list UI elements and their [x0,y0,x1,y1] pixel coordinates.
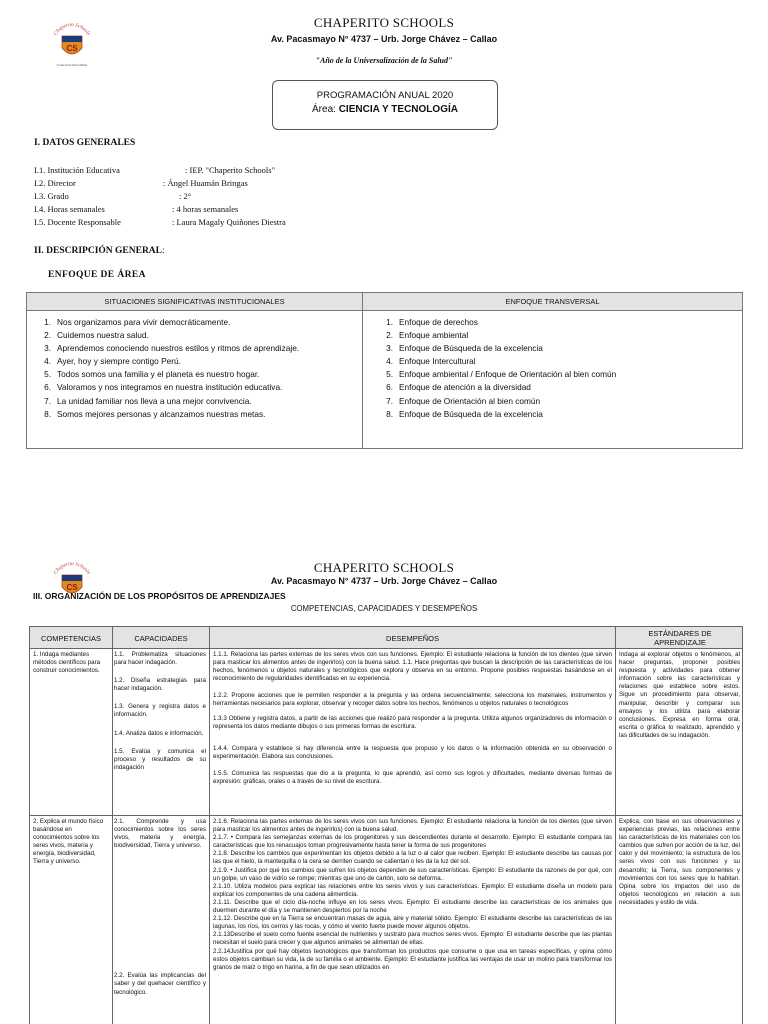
desempeno-item: 1.3.3 Obtiene y registra datos, a partir de las acciones que realizó para responder a la pregunta. Utiliza algunos organizadores de información o representa los datos mediante dibujos o sus primeras formas de escritura. [213,714,612,730]
row1-estandar: Indaga al explorar objetos o fenómenos, al hacer preguntas, proponer posibles respuesta y actividades para obtener información sobre las características y relaciones que establece sobre estos. Sigue un procedimiento para observar, manipular, describir y comparar sus ensayos y los utiliza para elaborar conclusiones. Expresa en forma oral, escrita o gráfica lo realizado, aprendido y las dificultades de su indagación. [619,651,740,739]
enfoque-item: 5. Enfoque ambiental / Enfoque de Orientación al bien común [386,369,617,380]
approach-table [26,292,743,449]
general-data-label: I.3. Grado [34,191,69,201]
area-label: Área: [312,104,336,115]
year-motto: "Año de la Universalización de la Salud" [315,56,453,65]
desempeno-item: 2.1.9. • Justifica por qué los cambios que sufren los objetos dependen de sus características. Ejemplo: El estudiante da razones de por qué, con un golpe, un vaso de vidrio se rompe; mientras que uno de cartón, solo se deforma.. [213,866,612,882]
desempeno-item: 2.1.11. Describe que el ciclo día-noche influye en los seres vivos. Ejemplo: El estudiante describe las características de los animales que duermen durante el día y se mantienen despiertos por la noche [213,898,612,915]
area-value: CIENCIA Y TECNOLOGÍA [338,104,458,115]
general-data-label: I.5. Docente Responsable [34,217,121,227]
desempeno-item: 1.4.4. Compara y establece si hay diferencia entre la respuesta que propuso y los datos o la información obtenida en su observación o experimentación. Elabora sus conclusiones. [213,744,612,760]
desempeno-item: 2.1.12. Describe que en la Tierra se encuentran masas de agua, aire y material sólido. Ejemplo: El estudiante describe las características de las lagunas, los ríos, los cerros y las rocas, y cómo el viento fuerte puede mover algunos objetos. [213,915,612,931]
capacidad-item: 1.2. Diseña estrategias para hacer indagación. [114,677,206,693]
header-enfoque: ENFOQUE TRANSVERSAL [363,293,742,311]
situacion-item: 3. Aprendemos conociendo nuestros estilos y ritmos de aprendizaje. [44,343,300,354]
section-2-subtitle: ENFOQUE DE ÁREA [48,270,146,280]
desempeno-item: 2.2.14Justifica por qué hay objetos tecnológicos que transforman los productos que consume o que usa en tareas específicas, y opina cómo estos objetos cambian su vida, la de su familia o el ambiente. Ejemplo: El estudiante justifica las ventajas de usar un molino para transformar los granos de maíz o trigo en harina, a fin de que sean utilizados en [213,947,612,971]
competencies-table [29,626,743,1024]
situacion-item: 7. La unidad familiar nos lleva a una mejor convivencia. [44,395,252,406]
capacidad-item: 2.1. Comprende y usa conocimientos sobre los seres vivos, materia y energía, biodiversidad, Tierra y universo. [114,818,206,850]
row1-competencia: 1. Indaga mediantes métodos científicos para construir conocimientos. [33,651,101,675]
area-line [273,104,497,115]
enfoque-item: 8. Enfoque de Búsqueda de la excelencia [386,408,543,419]
capacidad-item: 1.4. Analiza datos e información. [114,729,204,737]
situacion-item: 2. Cuidemos nuestra salud. [44,330,149,341]
section-1-title: I. DATOS GENERALES [34,138,136,148]
row2-estandar: Explica, con base en sus observaciones y experiencias previas, las relaciones entre las características de los materiales con los cambios que sufren por acción de la luz, del calor y del movimiento; la estructura de los seres vivos con sus funciones y su desarrollo; la Tierra, sus componentes y movimientos con los seres que lo habitan. Opina sobre los impactos del uso de objetos tecnológicos en relación a sus necesidades y estilo de vida. [619,818,740,906]
enfoque-item: 4. Enfoque Intercultural [386,356,476,367]
section-3-subtitle: COMPETENCIAS, CAPACIDADES Y DESEMPEÑOS [290,604,478,613]
enfoque-item: 6. Enfoque de atención a la diversidad [386,382,531,393]
enfoque-item: 1. Enfoque de derechos [386,317,478,327]
situacion-item: 1. Nos organizamos para vivir democráticamente. [44,317,231,327]
desempeno-item: 2.1.7. • Compara las semejanzas externas de los progenitores y sus descendientes durante el desarrollo. Ejemplo: El estudiante compara las características que los renacuajos toman progresivamente hasta tener la forma de sus progenitores [213,834,612,850]
row1-desempenos [213,651,612,786]
school-name: CHAPERITO SCHOOLS [313,15,455,30]
header-competencias: COMPETENCIAS [40,633,101,643]
header-situaciones: SITUACIONES SIGNIFICATIVAS INSTITUCIONALES [27,293,362,311]
situacion-item: 4. Ayer, hoy y siempre contigo Perú. [44,356,181,367]
program-title-box [272,80,498,130]
enfoque-item: 7. Enfoque de Orientación al bien común [386,395,541,406]
enfoque-item: 2. Enfoque ambiental [386,330,469,341]
logo-shield-text-2: CS [66,583,78,592]
general-data-value: : Laura Magaly Quiñones Diestra [172,217,286,227]
row2-competencia: 2. Explica el mundo físico basándose en conocimientos sobre los seres vivos, materia y energía, biodiversidad, Tierra y universo. [33,818,104,866]
header-capacidades: CAPACIDADES [134,633,188,643]
general-data-value: : IEP. "Chaperito Schools" [185,165,276,175]
situaciones-list [35,316,360,421]
section-3-title: III. ORGANIZACIÓN DE LOS PROPÓSITOS DE APRENDIZAJES [33,591,286,601]
section-2-title-colon: : [162,246,165,256]
capacidad-item: 2.2. Evalúa las implicancias del saber y del quehacer científico y tecnológico. [114,972,206,996]
desempeno-item: 1.1.1. Relaciona las partes externas de los seres vivos con sus funciones. Ejemplo: El estudiante relaciona la función de los dientes (que sirven para masticar los alimentos antes de ingerirlos) con la buena salud. 1.1. Hace preguntas que buscan la descripción de las características de los hechos, fenómenos u objetos naturales y tecnológicos que explora y observa en su entorno. Propone posibles respuestas basándose en el reconocimiento de regularidades identificadas en su experiencia. [213,651,612,683]
section-2-title-text: II. DESCRIPCIÓN GENERAL [34,246,163,256]
row2-desempenos [213,818,612,972]
logo-arc-text: Chaperito Schools [52,21,92,37]
capacidad-item: 1.3. Genera y registra datos e información. [114,703,206,719]
logo-sub-text: La base de un futuro brillante [56,64,88,67]
logo-shield-text: CS [66,44,78,53]
school-address-2: Av. Pacasmayo N° 4737 – Urb. Jorge Chávez – Callao [270,576,498,586]
enfoque-item: 3. Enfoque de Búsqueda de la excelencia [386,343,543,354]
desempeno-item: 1.2.2. Propone acciones que le permiten responder a la pregunta y las ordena secuencialmente; selecciona los materiales, instrumentos y herramientas necesarios para explorar, observar y recoger datos sobre los hechos, fenómenos u objetos naturales o tecnológicos [213,692,612,708]
general-data-label: I.2. Director [34,178,76,188]
program-title: PROGRAMACIÓN ANUAL 2020 [316,90,454,101]
row1-capacidades [114,651,206,772]
capacidad-item: 1.1. Problematiza situaciones para hacer indagación. [114,651,206,667]
enfoques-list [377,316,737,421]
school-address: Av. Pacasmayo N° 4737 – Urb. Jorge Chávez – Callao [270,34,498,44]
capacidad-item: 1.5. Evalúa y comunica el proceso y resultados de su indagación [114,747,206,771]
school-name-2: CHAPERITO SCHOOLS [313,560,455,575]
general-data-label: I.4. Horas semanales [34,204,105,214]
desempeno-item: 1.5.5. Comunica las respuestas que dio a la pregunta, lo que aprendió, así como sus logros y dificultades, mediante diversas formas de expresión: gráficas, orales o a través de su nivel de escritura. [213,769,612,786]
general-data-value: : 2° [179,191,192,201]
situacion-item: 6. Valoramos y nos integramos en nuestra institución educativa. [44,382,283,393]
header-desempenos: DESEMPEÑOS [386,633,439,643]
desempeno-item: 2.1.13Describe el suelo como fuente esencial de nutrientes y sustrato para muchos seres vivos. Ejemplo: El estudiante describe que las plantas necesitan el suelo para crecer y que algunos animales se alimentan de ellas. [213,931,612,947]
general-data-value: : 4 horas semanales [172,204,239,214]
general-data-label: I.1. Institución Educativa [34,165,120,175]
situacion-item: 5. Todos somos una familia y el planeta es nuestro hogar. [44,369,260,380]
section-2-title [34,246,165,256]
header-estandares: ESTÁNDARES DE APRENDIZAJE [648,629,712,647]
desempeno-item: 2.1.6. Relaciona las partes externas de los seres vivos con sus funciones. Ejemplo: El estudiante relaciona la función de los dientes (que sirven para masticar los alimentos antes de ingerirlos) con la buena salud. [213,818,612,834]
desempeno-item: 2.1.10. Utiliza modelos para explicar las relaciones entre los seres vivos y sus características. Ejemplo: El estudiante diseña un modelo para explicar los componentes de una cadena alimenticia. [213,882,612,898]
desempeno-item: 2.1.8. Describe los cambios que experimentan los objetos debido a la luz o al calor que reciben. Ejemplo: El estudiante describe las causas por las que el hielo, la mantequilla o la cera se derriten cuando se calientan o les da la luz del sol. [213,850,612,866]
row2-capacidades [114,818,206,997]
logo-arc-text-2: Chaperito Schools [52,560,92,576]
situacion-item: 8. Somos mejores personas y alcanzamos nuestras metas. [44,408,266,419]
general-data-value: : Ángel Huamán Bringas [163,178,248,188]
